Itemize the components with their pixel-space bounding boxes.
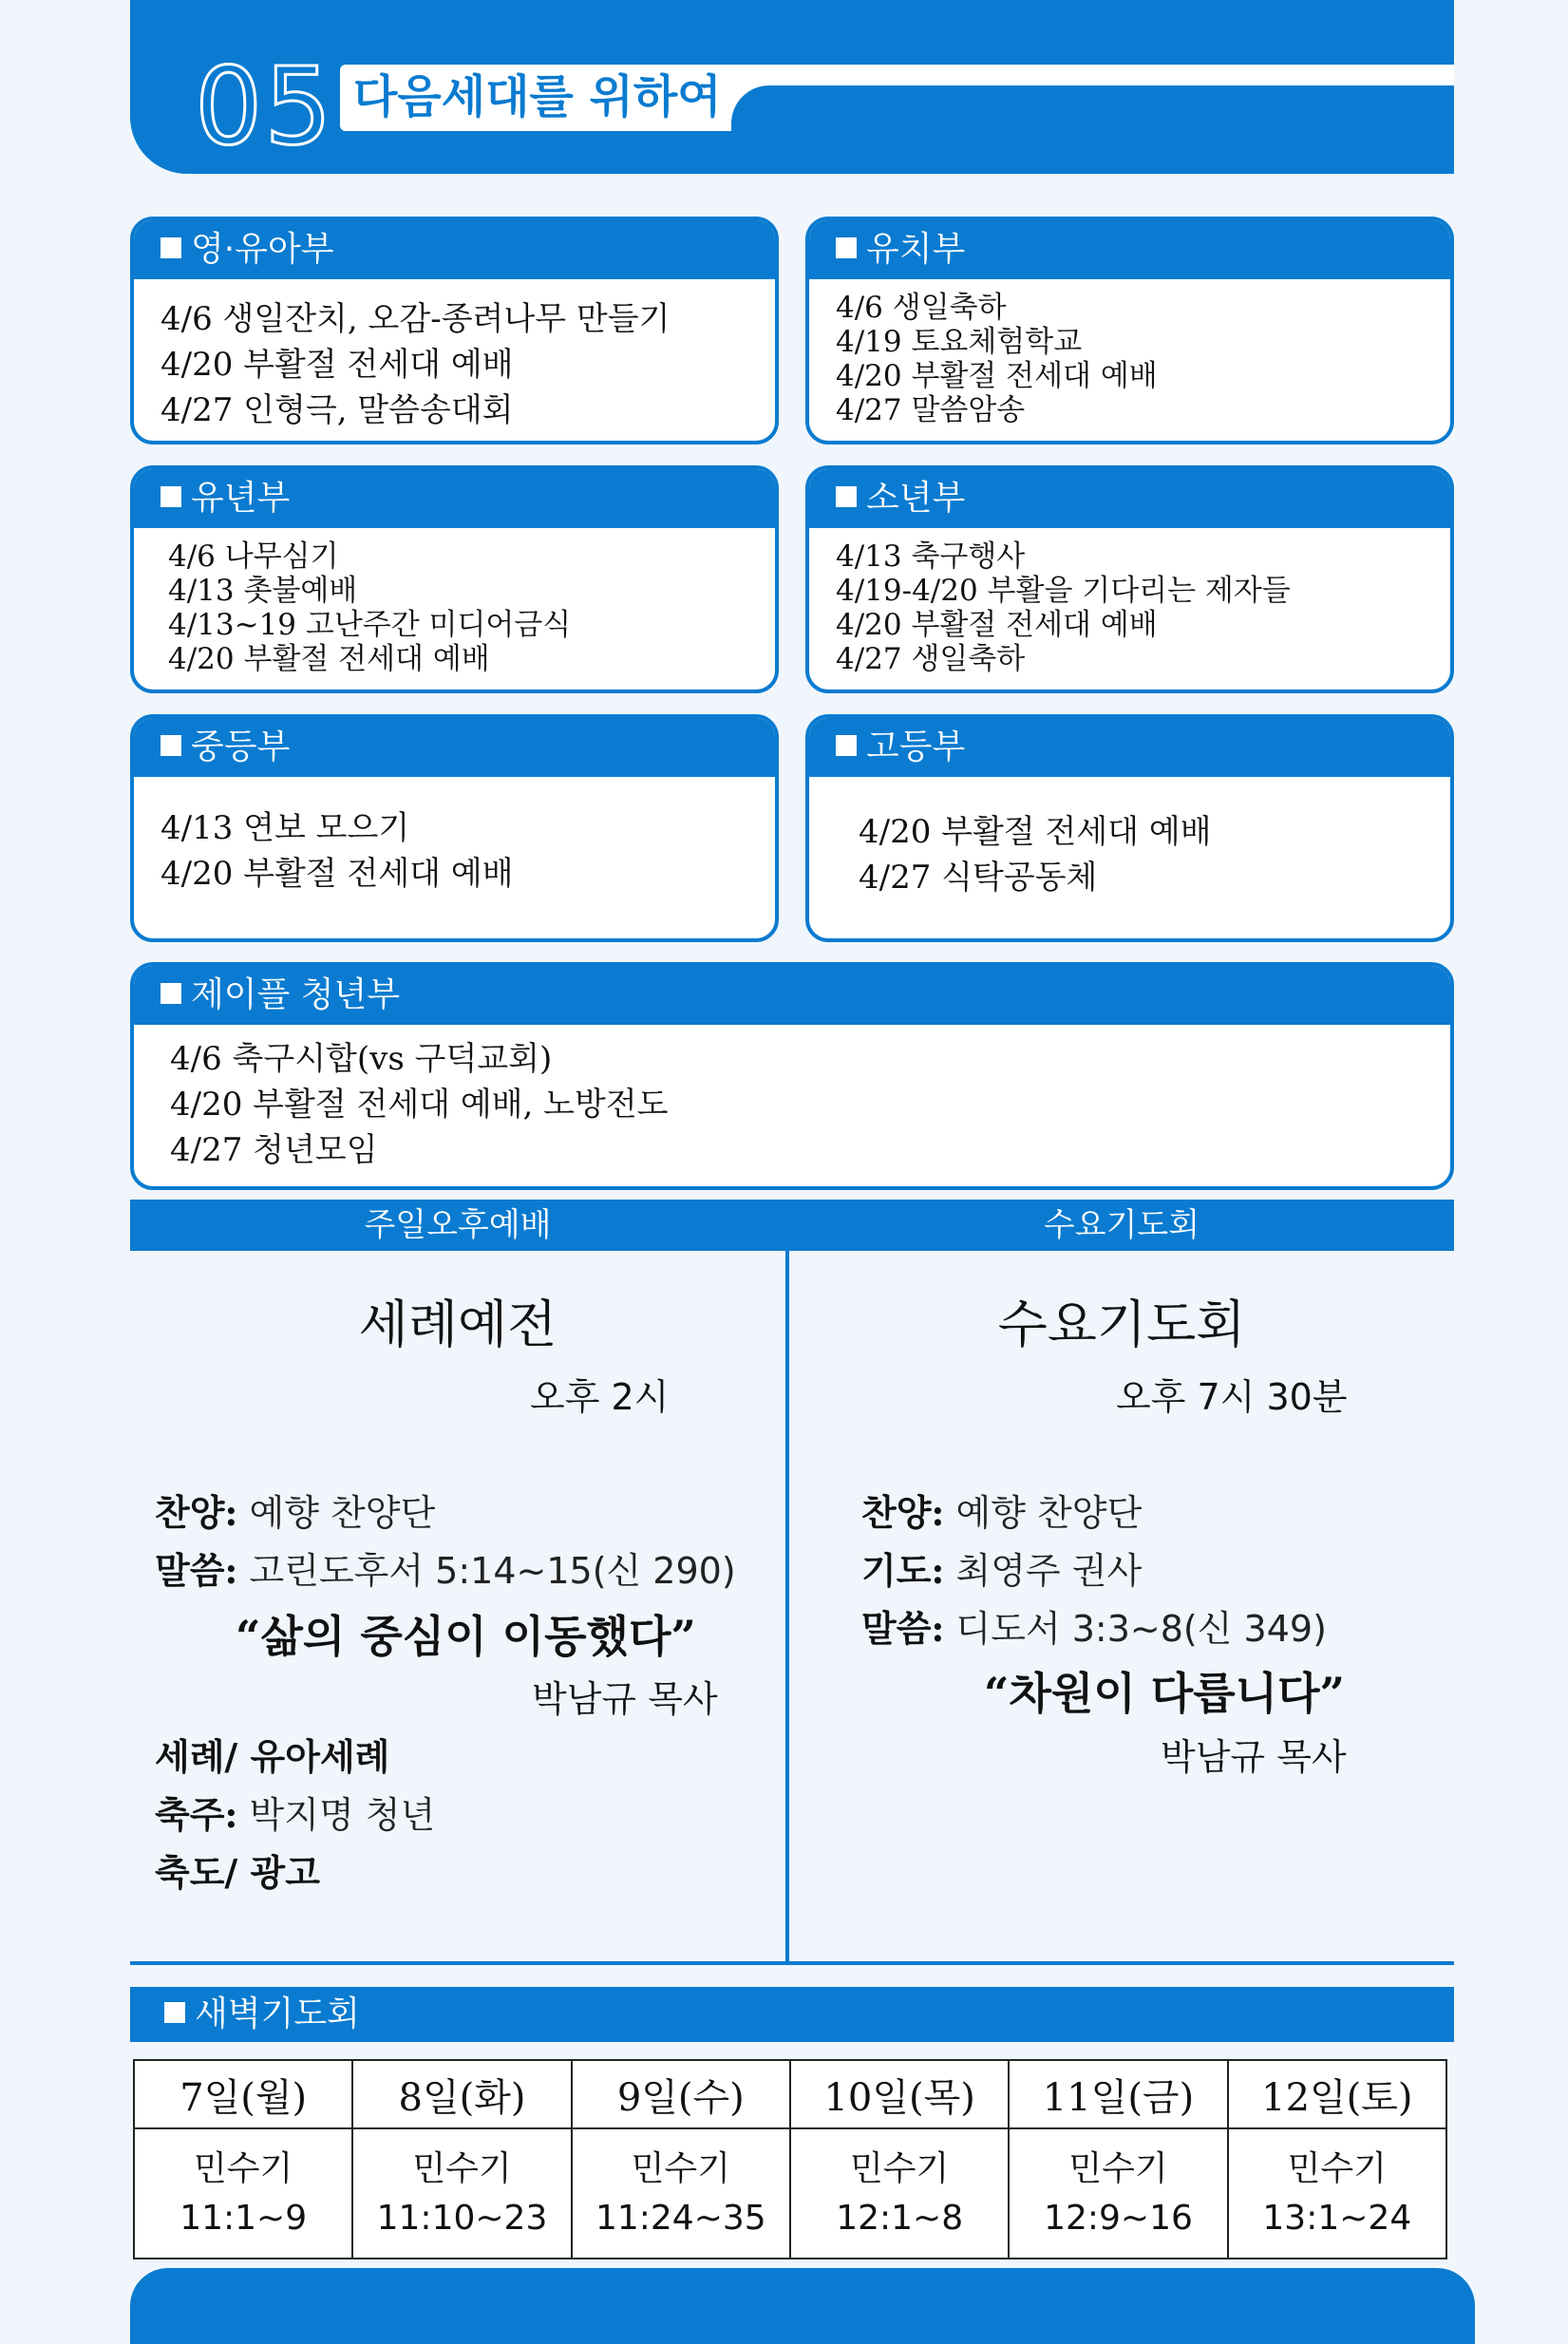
table-cell-day: 8일(화): [352, 2060, 571, 2128]
table-cell-reading: 민수기 11:1~9: [134, 2128, 352, 2259]
sunday-baptism: 세례/ 유아세례: [155, 1735, 390, 1778]
square-bullet-icon: [161, 237, 181, 258]
square-bullet-icon: [164, 2002, 185, 2023]
wednesday-prayer: 기도: 최영주 권사: [861, 1549, 1143, 1592]
list-item: 4/6 나무심기: [168, 539, 339, 574]
square-bullet-icon: [836, 486, 857, 507]
list-item: 4/20 부활절 전세대 예배: [161, 855, 514, 893]
card-youth: [805, 465, 1454, 693]
list-item: 4/27 식탁공동체: [859, 859, 1098, 897]
table-row: [134, 2060, 1446, 2128]
section-number: 05: [195, 46, 334, 169]
card-head: 영·유아부: [134, 220, 775, 279]
wednesday-service-title: 수요기도회: [997, 1295, 1246, 1354]
list-item: 4/19-4/20 부활을 기다리는 제자들: [836, 574, 1291, 608]
list-item: 4/6 생일잔치, 오감-종려나무 만들기: [161, 300, 671, 338]
card-head: 소년부: [809, 469, 1450, 528]
list-item: 4/20 부활절 전세대 예배: [168, 642, 490, 676]
card-head: 유치부: [809, 220, 1450, 279]
card-head: 제이플 청년부: [134, 966, 1450, 1025]
card-body: [134, 777, 775, 897]
card-head: 유년부: [134, 469, 775, 528]
table-cell-day: 9일(수): [572, 2060, 790, 2128]
table-cell-day: 7일(월): [134, 2060, 352, 2128]
card-high-school: [805, 714, 1454, 942]
sunday-service-header: 주일오후예배: [130, 1200, 785, 1251]
square-bullet-icon: [836, 237, 857, 258]
square-bullet-icon: [836, 735, 857, 756]
wednesday-word: 말씀: 디도서 3:3~8(신 349): [861, 1607, 1327, 1650]
table-cell-reading: 민수기 13:1~24: [1228, 2128, 1446, 2259]
list-item: 4/27 인형극, 말씀송대회: [161, 391, 514, 429]
list-item: 4/13 축구행사: [836, 539, 1026, 574]
title-bar-decoration: [731, 85, 1454, 131]
sunday-service-title: 세례예전: [358, 1295, 557, 1354]
table-cell-reading: 민수기 11:24~35: [572, 2128, 790, 2259]
footer-bar: [130, 2268, 1475, 2344]
list-item: 4/27 생일축하: [836, 642, 1026, 676]
sunday-praise: 찬양: 예향 찬양단: [155, 1491, 436, 1534]
list-item: 4/13 연보 모으기: [161, 809, 410, 847]
wednesday-praise: 찬양: 예향 찬양단: [861, 1491, 1143, 1534]
card-body: [134, 1025, 1450, 1173]
list-item: 4/13~19 고난주간 미디어금식: [168, 608, 572, 642]
list-item: 4/13 촛불예배: [168, 574, 358, 608]
table-cell-day: 12일(토): [1228, 2060, 1446, 2128]
table-row: [134, 2128, 1446, 2259]
list-item: 4/6 축구시합(vs 구덕교회): [170, 1040, 553, 1078]
card-head: 중등부: [134, 718, 775, 777]
list-item: 4/27 말씀암송: [836, 393, 1026, 427]
sunday-service-time: 오후 2시: [530, 1376, 670, 1418]
card-children: [130, 465, 779, 693]
sunday-sermon-title: “삶의 중심이 이동했다”: [236, 1611, 696, 1662]
table-cell-day: 10일(목): [790, 2060, 1009, 2128]
wednesday-sermon-title: “차원이 다릅니다”: [984, 1668, 1345, 1719]
square-bullet-icon: [161, 486, 181, 507]
card-body: [809, 528, 1450, 676]
wednesday-service-time: 오후 7시 30분: [1116, 1376, 1348, 1418]
card-body: [809, 777, 1450, 900]
list-item: 4/27 청년모임: [170, 1131, 378, 1169]
sunday-word: 말씀: 고린도후서 5:14~15(신 290): [155, 1549, 736, 1592]
card-body: [134, 279, 775, 433]
section-divider: [130, 1961, 1454, 1965]
card-kindergarten: [805, 217, 1454, 444]
card-young-adults: [130, 962, 1454, 1190]
square-bullet-icon: [161, 735, 181, 756]
table-cell-reading: 민수기 12:9~16: [1009, 2128, 1227, 2259]
table-cell-reading: 민수기 11:10~23: [352, 2128, 571, 2259]
section-title: 다음세대를 위하여: [353, 70, 722, 123]
card-body: [134, 528, 775, 676]
sunday-closing: 축도/ 광고: [155, 1851, 320, 1894]
list-item: 4/20 부활절 전세대 예배: [859, 813, 1212, 851]
table-cell-reading: 민수기 12:1~8: [790, 2128, 1009, 2259]
wednesday-preacher: 박남규 목사: [1161, 1736, 1347, 1778]
list-item: 4/20 부활절 전세대 예배: [836, 608, 1158, 642]
list-item: 4/20 부활절 전세대 예배: [836, 359, 1158, 393]
list-item: 4/19 토요체험학교: [836, 325, 1083, 359]
dawn-prayer-header: 새벽기도회: [130, 1987, 1454, 2042]
list-item: 4/20 부활절 전세대 예배, 노방전도: [170, 1086, 669, 1124]
table-cell-day: 11일(금): [1009, 2060, 1227, 2128]
wednesday-service-header: 수요기도회: [789, 1200, 1454, 1251]
card-body: [809, 279, 1450, 427]
dawn-prayer-table: [133, 2059, 1447, 2259]
square-bullet-icon: [161, 983, 181, 1004]
card-infant: [130, 217, 779, 444]
card-head: 고등부: [809, 718, 1450, 777]
card-middle-school: [130, 714, 779, 942]
list-item: 4/20 부활절 전세대 예배: [161, 346, 514, 384]
sunday-congrats: 축주: 박지명 청년: [155, 1793, 436, 1836]
list-item: 4/6 생일축하: [836, 291, 1007, 325]
sunday-preacher: 박남규 목사: [532, 1678, 718, 1720]
